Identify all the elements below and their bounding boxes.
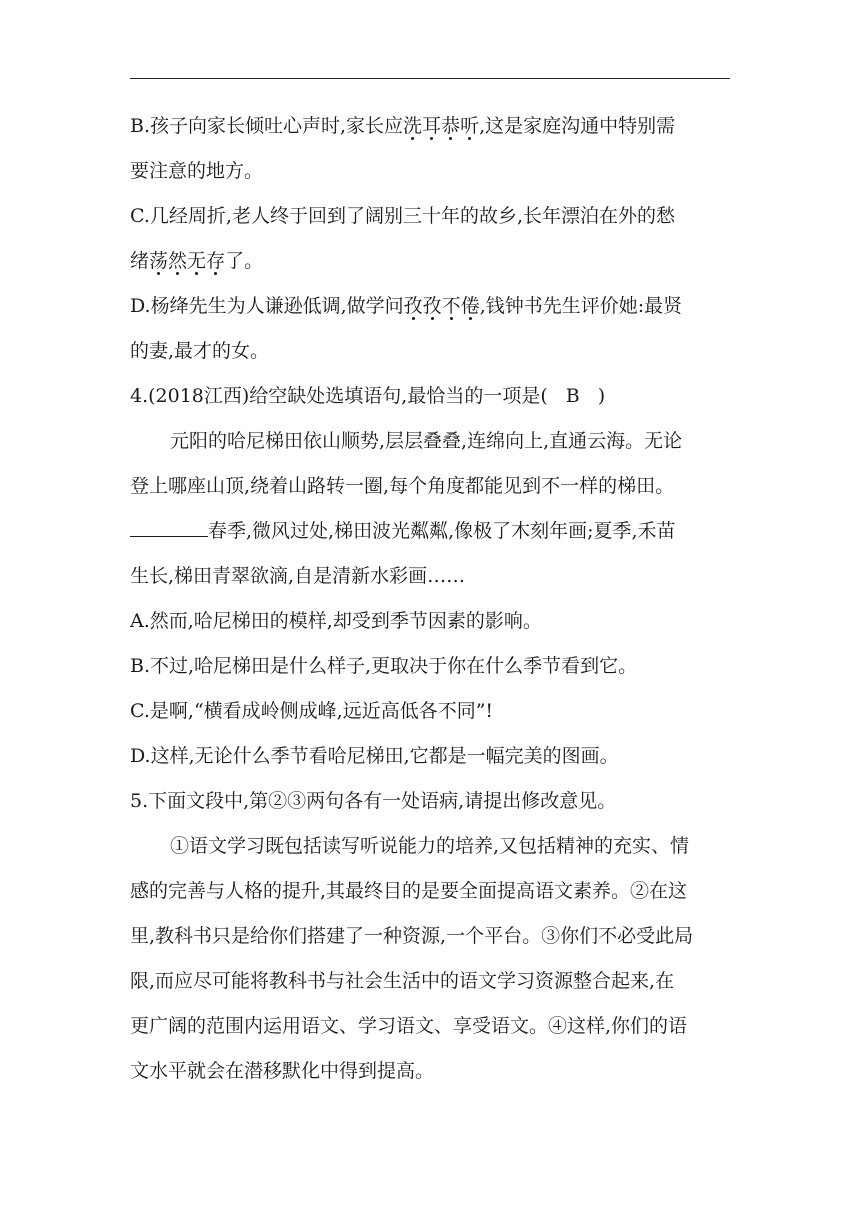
header-rule: [130, 78, 730, 79]
q3-option-c-line2: 绪荡然无存了。: [130, 250, 264, 272]
q5-passage-line: 感的完善与人格的提升,其最终目的是要全面提高语文素养。②在这: [130, 880, 688, 902]
q4-passage-line: 登上哪座山顶,绕着山路转一圈,每个角度都能见到不一样的梯田。: [130, 475, 675, 497]
q5-passage-line: 限,而应尽可能将教科书与社会生活中的语文学习资源整合起来,在: [130, 970, 675, 992]
emphasis-char: 洗: [403, 115, 423, 137]
emphasis-char: 存: [206, 250, 226, 272]
q5-passage-line: 里,教科书只是给你们搭建了一种资源,一个平台。③你们不必受此局: [130, 925, 694, 947]
q5-stem: 5.下面文段中,第②③两句各有一处语病,请提出修改意见。: [130, 790, 617, 812]
q4-option-b: B.不过,哈尼梯田是什么样子,更取决于你在什么季节看到它。: [130, 655, 638, 677]
q3-option-c-line1: C.几经周折,老人终于回到了阔别三十年的故乡,长年漂泊在外的愁: [130, 205, 675, 227]
q5-passage-line: ①语文学习既包括读写听说能力的培养,又包括精神的充实、情: [170, 835, 690, 857]
q4-stem: 4.(2018江西)给空缺处选填语句,最恰当的一项是( B ): [130, 381, 605, 411]
emphasis-char: 耳: [422, 115, 442, 137]
q4-option-a: A.然而,哈尼梯田的模样,却受到季节因素的影响。: [130, 610, 542, 632]
q3-option-d-line1: D.杨绛先生为人谦逊低调,做学问孜孜不倦,钱钟书先生评价她:最贤: [130, 295, 683, 317]
q4-option-d: D.这样,无论什么季节看哈尼梯田,它都是一幅完美的图画。: [130, 745, 619, 767]
emphasis-char: 无: [187, 250, 207, 272]
q3-option-b-line1: B.孩子向家长倾吐心声时,家长应洗耳恭听,这是家庭沟通中特别需: [130, 115, 676, 137]
q4-passage-line: 生长,梯田青翠欲滴,自是清新水彩画……: [130, 565, 466, 587]
fill-in-blank: [130, 518, 208, 537]
q4-answer: B: [565, 385, 580, 407]
emphasis-char: 然: [168, 250, 188, 272]
q4-passage-line: 元阳的哈尼梯田依山顺势,层层叠叠,连绵向上,直通云海。无论: [170, 430, 683, 452]
emphasis-char: 孜: [403, 295, 423, 317]
emphasis-char: 听: [460, 115, 480, 137]
q3-option-b-line2: 要注意的地方。: [130, 160, 264, 182]
emphasis-char: 恭: [441, 115, 461, 137]
q5-passage-line: 更广阔的范围内运用语文、学习语文、享受语文。④这样,你们的语: [130, 1015, 688, 1037]
emphasis-char: 孜: [422, 295, 442, 317]
q4-passage-line: 春季,微风过处,梯田波光粼粼,像极了木刻年画;夏季,禾苗: [130, 516, 676, 546]
q4-option-c: C.是啊,“横看成岭侧成峰,远近高低各不同”!: [130, 700, 494, 722]
q3-option-d-line2: 的妻,最才的女。: [130, 340, 270, 362]
emphasis-char: 荡: [149, 250, 169, 272]
emphasis-char: 倦: [460, 295, 480, 317]
emphasis-char: 不: [441, 295, 461, 317]
q5-passage-line: 文水平就会在潜移默化中得到提高。: [130, 1060, 435, 1082]
